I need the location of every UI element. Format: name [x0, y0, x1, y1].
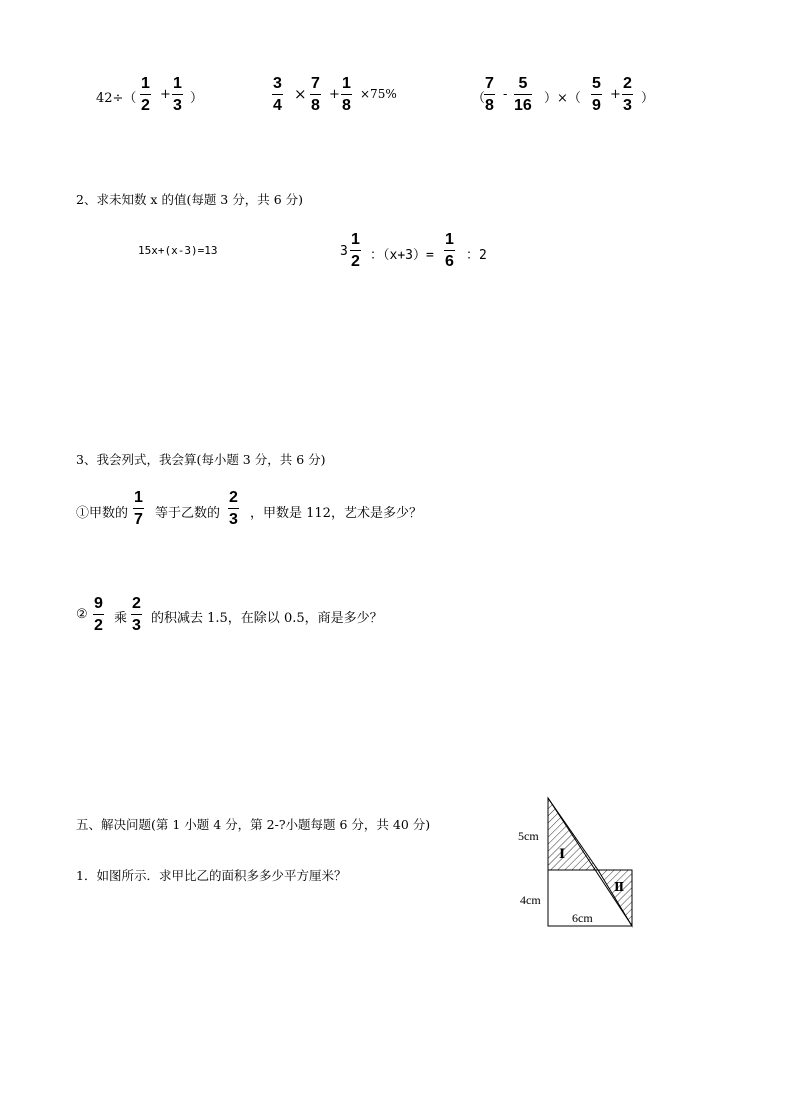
equation-1: 15x+(x-3)=13 — [138, 244, 218, 257]
fraction: 2 3 — [623, 75, 632, 114]
label-region-2: Ⅱ — [614, 880, 625, 894]
q1-text-a: ①甲数的 — [76, 506, 129, 521]
label-region-1: Ⅰ — [559, 846, 566, 861]
times-percent: ×75% — [360, 87, 397, 101]
times-sign: × — [294, 85, 307, 103]
plus-sign: + — [160, 87, 171, 102]
q2-text-c: 的积减去 1.5，在除以 0.5，商是多少？ — [151, 611, 383, 626]
geometry-figure — [510, 790, 650, 935]
plus-sign: + — [329, 87, 340, 102]
mixed-whole: 3 — [340, 244, 348, 259]
expr1-prefix: 42÷（ — [96, 91, 137, 106]
open-paren: （ — [472, 91, 486, 106]
fraction: 3 4 — [273, 75, 282, 114]
section5-title: 五、解决问题(第 1 小题 4 分，第 2-?小题每题 6 分，共 40 分) — [76, 817, 431, 832]
fraction: 7 8 — [485, 75, 494, 114]
section2-title: 2、求未知数 x 的值(每题 3 分，共 6 分) — [76, 192, 304, 207]
fraction: 1 2 — [351, 231, 360, 270]
fraction: 5 16 — [514, 75, 532, 114]
close-paren: ） — [190, 91, 204, 106]
label-4cm: 4cm — [520, 893, 541, 907]
label-5cm: 5cm — [518, 829, 539, 843]
close-paren: ） — [641, 91, 655, 106]
fraction: 9 2 — [94, 595, 103, 634]
fraction: 1 7 — [134, 489, 143, 528]
q2-text-a: ② — [76, 607, 88, 622]
fraction: 5 9 — [592, 75, 601, 114]
ratio-middle: ：（x+3）= — [370, 248, 434, 263]
fraction: 1 2 — [141, 75, 150, 114]
fraction: 1 6 — [445, 231, 454, 270]
q2-text-b: 乘 — [114, 611, 128, 626]
fraction: 7 8 — [311, 75, 320, 114]
question-5-1: 1．如图所示．求甲比乙的面积多多少平方厘米？ — [76, 868, 347, 883]
q1-text-b: 等于乙数的 — [155, 506, 221, 521]
ratio-end: ：2 — [466, 248, 487, 263]
plus-sign: + — [610, 87, 621, 102]
mid-paren: ）×（ — [544, 91, 581, 106]
section3-title: 3、我会列式，我会算(每小题 3 分，共 6 分) — [76, 452, 326, 467]
fraction: 1 8 — [342, 75, 351, 114]
fraction: 2 3 — [229, 489, 238, 528]
q1-text-c: ，甲数是 112，艺术是多少？ — [250, 506, 422, 521]
minus-sign: - — [503, 87, 508, 102]
fraction: 2 3 — [132, 595, 141, 634]
fraction: 1 3 — [173, 75, 182, 114]
label-6cm: 6cm — [572, 911, 593, 925]
